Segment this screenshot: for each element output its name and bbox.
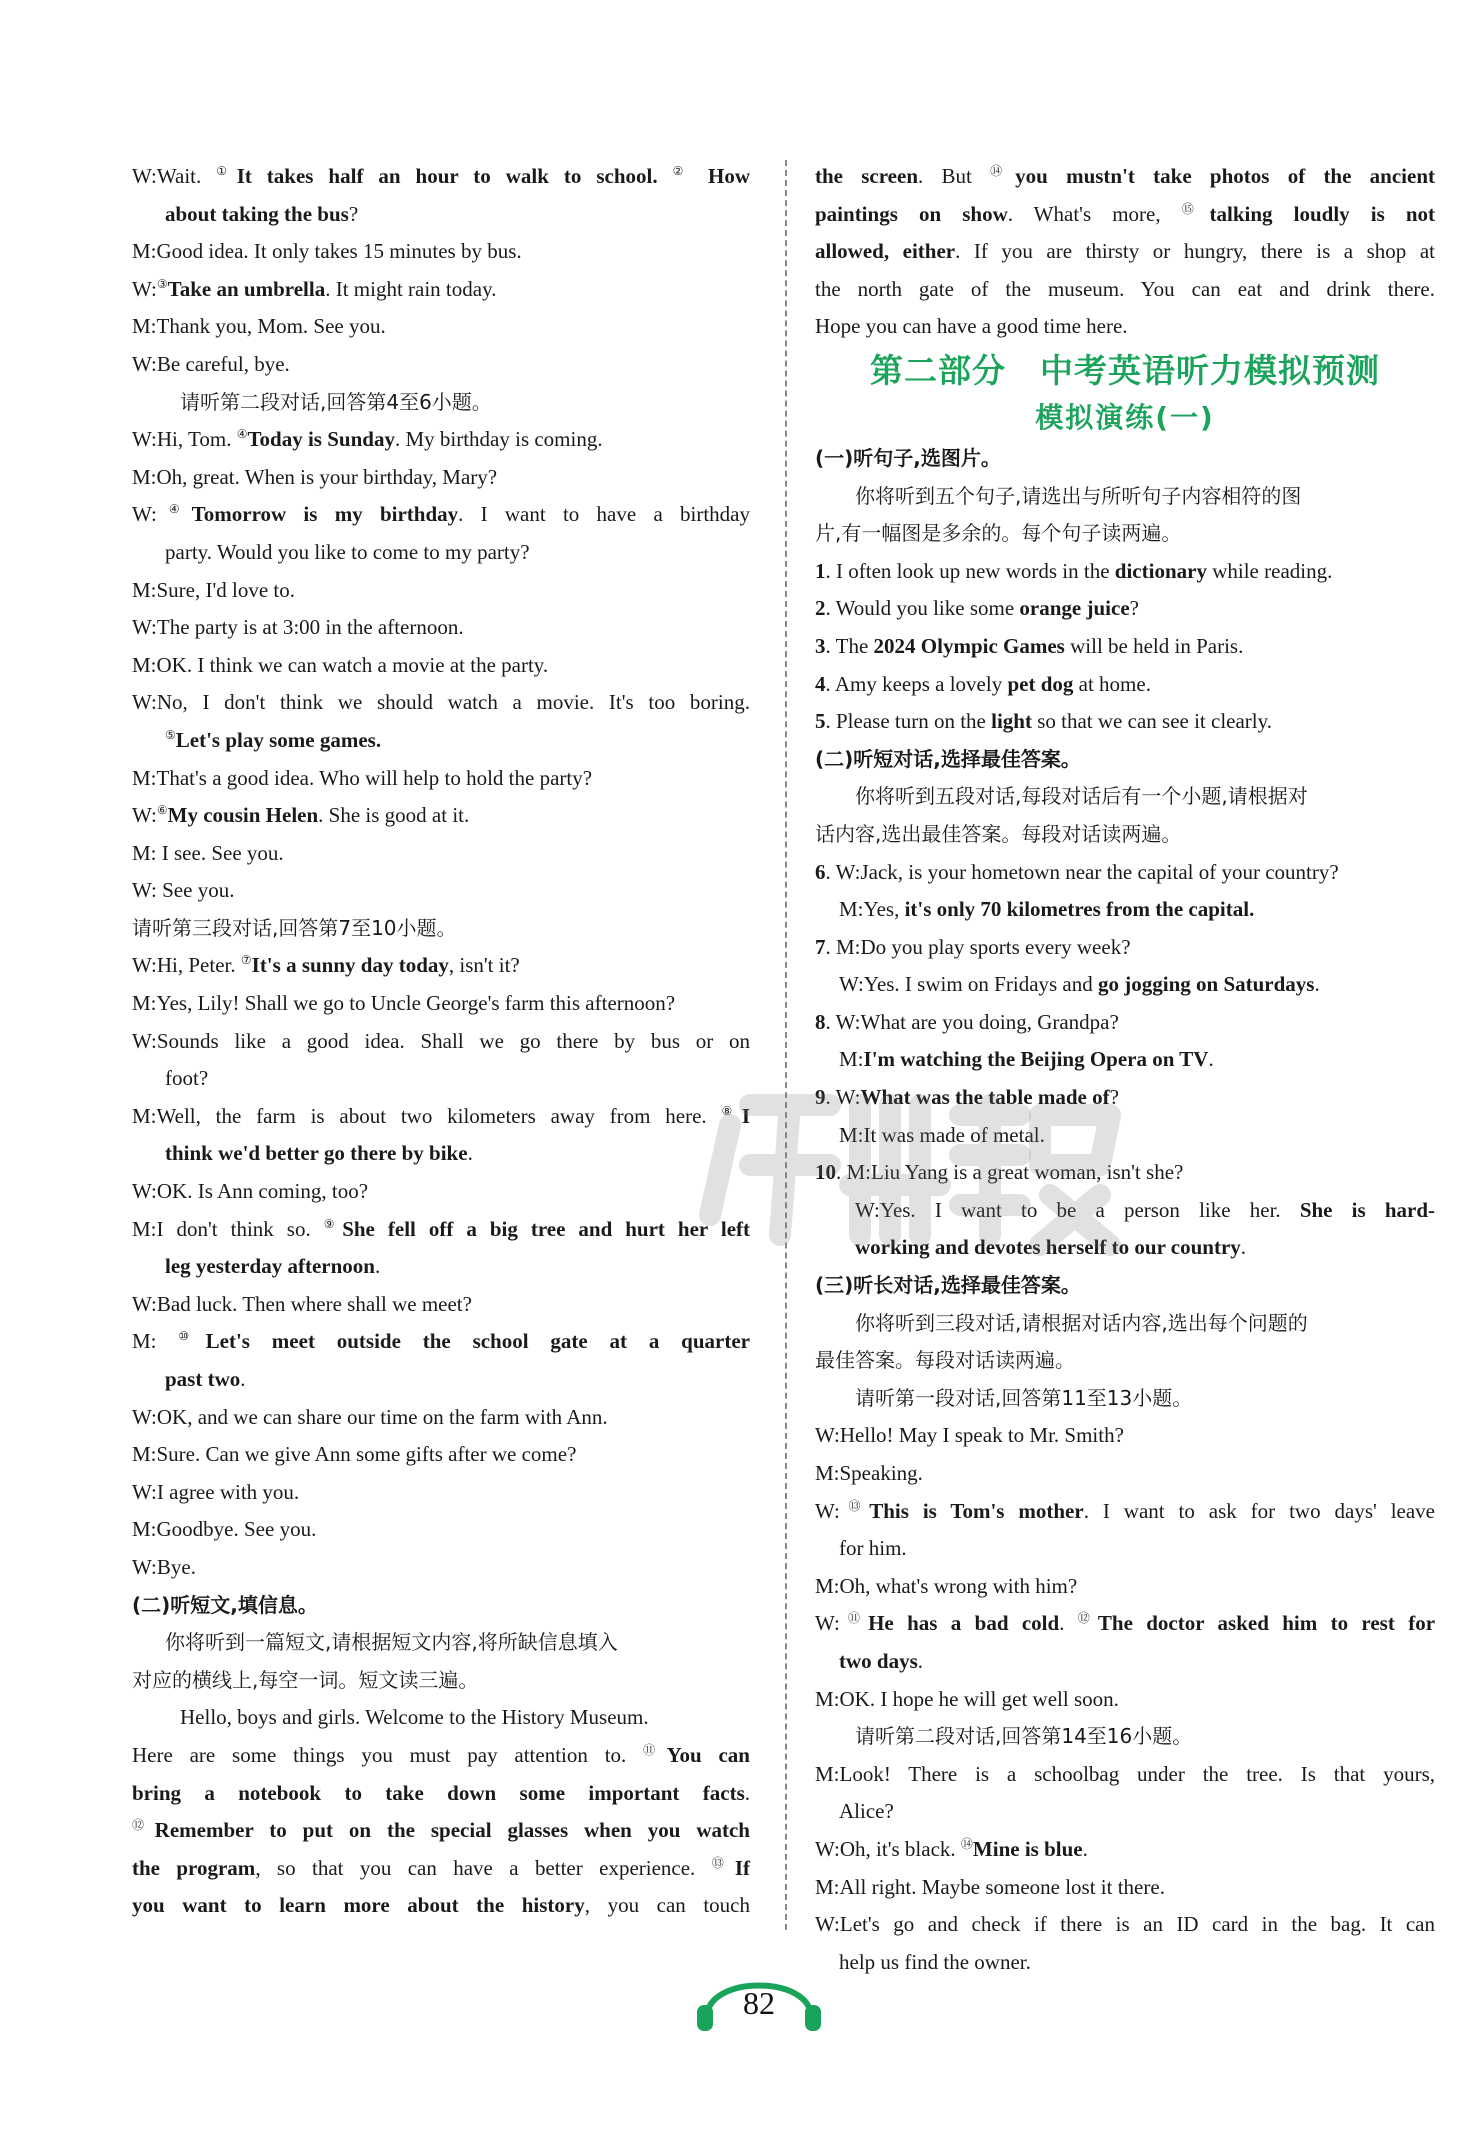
text-line: W:Be careful, bye. xyxy=(132,351,290,376)
text-line: M:Speaking. xyxy=(815,1461,923,1485)
text-line: Alice? xyxy=(839,1799,894,1824)
text-line: W:③Take an umbrella. It might rain today. xyxy=(132,276,497,301)
text-line: ⑫Remember to put on the special glasses when you watch xyxy=(132,1818,750,1843)
text-line: M:That's a good idea. Who will help to hold the party? xyxy=(132,765,593,790)
text-line: 9. W:What was the table made of? xyxy=(815,1085,1119,1110)
text-line: M: ⑩Let's meet outside the school gate at a quarter xyxy=(132,1329,750,1354)
text-line: 请听第三段对话,回答第7至10小题。 xyxy=(132,915,457,940)
text-line: 最佳答案。每段对话读两遍。 xyxy=(815,1348,1075,1373)
text-line: M:Yes, it's only 70 kilometres from the capital. xyxy=(839,897,1255,922)
text-line: working and devotes herself to our country. xyxy=(855,1235,1247,1260)
text-line: W:Hi, Peter. ⑦It's a sunny day today, isn't it? xyxy=(132,953,520,978)
text-line: you want to learn more about the history, you can touch xyxy=(132,1893,751,1918)
text-line: 片,有一幅图是多余的。每个句子读两遍。 xyxy=(815,521,1182,546)
text-line: W:OK, and we can share our time on the farm with Ann. xyxy=(132,1404,608,1429)
text-line: M:Look! There is a schoolbag under the tree. Is that yours, xyxy=(815,1761,1435,1786)
text-line: W:Sounds like a good idea. Shall we go there by bus or on xyxy=(132,1028,750,1053)
text-line: ⑤Let's play some games. xyxy=(165,727,382,752)
text-line: W:Hi, Tom. ④Today is Sunday. My birthday is coming. xyxy=(132,427,603,452)
text-line: 你将听到一篇短文,请根据短文内容,将所缺信息填入 xyxy=(165,1630,618,1655)
text-line: Hope you can have a good time here. xyxy=(815,314,1128,339)
text-line: 4. Amy keeps a lovely pet dog at home. xyxy=(815,671,1151,696)
text-line: W:The party is at 3:00 in the afternoon. xyxy=(132,615,464,640)
text-line: M:I don't think so. ⑨She fell off a big tree and hurt her left xyxy=(132,1216,750,1241)
watermark-logo xyxy=(690,1065,1130,1275)
text-line: W: See you. xyxy=(132,878,235,903)
text-line: 你将听到五个句子,请选出与所听句子内容相符的图 xyxy=(855,483,1302,508)
text-line: (二)听短对话,选择最佳答案。 xyxy=(815,746,1081,771)
text-line: M:OK. I think we can watch a movie at the party. xyxy=(132,652,549,677)
text-line: W:⑬This is Tom's mother. I want to ask for two days' leave xyxy=(815,1498,1435,1523)
text-line: M:Yes, Lily! Shall we go to Uncle George's farm this afternoon? xyxy=(132,991,676,1016)
left-column xyxy=(132,158,750,1925)
text-line: allowed, either. If you are thirsty or hungry, there is a shop at xyxy=(815,239,1435,264)
text-line: 10. M:Liu Yang is a great woman, isn't she? xyxy=(815,1160,1184,1185)
text-line: (二)听短文,填信息。 xyxy=(132,1592,318,1617)
text-line: W:Oh, it's black. ⑭Mine is blue. xyxy=(815,1836,1088,1861)
text-line: M:All right. Maybe someone lost it there. xyxy=(815,1874,1165,1899)
text-line: party. Would you like to come to my party? xyxy=(165,539,530,564)
text-line: W:Yes. I want to be a person like her. She is hard- xyxy=(855,1197,1435,1222)
text-line: M:Well, the farm is about two kilometers away from here. ⑧I xyxy=(132,1103,750,1128)
text-line: paintings on show. What's more, ⑮talking loudly is not xyxy=(815,201,1435,226)
page-number: 82 xyxy=(743,1985,775,2021)
section-subheading: 模拟演练(一) xyxy=(1035,400,1215,434)
text-line: think we'd better go there by bike. xyxy=(165,1141,473,1166)
text-line: (三)听长对话,选择最佳答案。 xyxy=(815,1273,1081,1298)
text-line: M: I see. See you. xyxy=(132,840,284,865)
text-line: 2. Would you like some orange juice? xyxy=(815,596,1139,621)
text-line: 你将听到五段对话,每段对话后有一个小题,请根据对 xyxy=(855,784,1308,809)
text-line: (一)听句子,选图片。 xyxy=(815,445,1001,470)
text-line: W:⑪He has a bad cold. ⑫The doctor asked him to rest for xyxy=(815,1611,1436,1636)
text-line: W:Bye. xyxy=(132,1554,196,1579)
text-line: M:OK. I hope he will get well soon. xyxy=(815,1686,1119,1711)
page-number-badge xyxy=(679,1955,839,2035)
text-line: 1. I often look up new words in the dictionary while reading. xyxy=(815,558,1333,583)
text-line: W:④Tomorrow is my birthday. I want to have a birthday xyxy=(132,502,751,527)
text-line: M:I'm watching the Beijing Opera on TV. xyxy=(839,1047,1214,1072)
text-line: 7. M:Do you play sports every week? xyxy=(815,934,1131,959)
text-line: W:Let's go and check if there is an ID card in the bag. It can xyxy=(815,1912,1435,1937)
text-line: M:Goodbye. See you. xyxy=(132,1517,317,1542)
text-line: W:Hello! May I speak to Mr. Smith? xyxy=(815,1423,1124,1448)
text-line: the program, so that you can have a better experience. ⑬If xyxy=(132,1855,750,1880)
text-line: the north gate of the museum. You can eat and drink there. xyxy=(815,276,1435,301)
text-line: W:Bad luck. Then where shall we meet? xyxy=(132,1291,472,1316)
text-line: M:Oh, what's wrong with him? xyxy=(815,1573,1078,1598)
text-line: Hello, boys and girls. Welcome to the History Museum. xyxy=(180,1705,649,1730)
text-line: 5. Please turn on the light so that we can see it clearly. xyxy=(815,709,1273,734)
text-line: about taking the bus? xyxy=(165,201,359,226)
text-line: W:OK. Is Ann coming, too? xyxy=(132,1179,369,1204)
text-line: 6. W:Jack, is your hometown near the capital of your country? xyxy=(815,859,1339,884)
text-line: 对应的横线上,每空一词。短文读三遍。 xyxy=(132,1667,479,1692)
text-line: foot? xyxy=(165,1066,209,1091)
text-line: W:Yes. I swim on Fridays and go jogging on Saturdays. xyxy=(839,972,1320,997)
text-line: help us find the owner. xyxy=(839,1949,1031,1974)
text-line: 请听第一段对话,回答第11至13小题。 xyxy=(855,1385,1193,1410)
text-line: 话内容,选出最佳答案。每段对话读两遍。 xyxy=(815,821,1182,846)
text-line: M:Sure, I'd love to. xyxy=(132,577,296,602)
text-line: bring a notebook to take down some important facts. xyxy=(132,1780,750,1805)
text-line: M:Oh, great. When is your birthday, Mary? xyxy=(132,464,498,489)
text-line: W:⑥My cousin Helen. She is good at it. xyxy=(132,803,470,828)
text-line: two days. xyxy=(839,1648,924,1673)
text-line: W:Wait. ①It takes half an hour to walk to school. ② How xyxy=(132,164,750,188)
text-line: Here are some things you must pay attention to. ⑪You can xyxy=(132,1742,750,1767)
text-line: 你将听到三段对话,请根据对话内容,选出每个问题的 xyxy=(855,1310,1308,1335)
text-line: M:Thank you, Mom. See you. xyxy=(132,314,386,339)
part-heading: 第二部分 中考英语听力模拟预测 xyxy=(870,350,1380,390)
text-line: 3. The 2024 Olympic Games will be held in Paris. xyxy=(815,633,1244,658)
text-line: past two. xyxy=(165,1367,246,1391)
text-line: M:It was made of metal. xyxy=(839,1122,1045,1147)
text-line: leg yesterday afternoon. xyxy=(165,1254,381,1279)
text-line: 请听第二段对话,回答第14至16小题。 xyxy=(855,1724,1193,1749)
text-line: the screen. But ⑭you mustn't take photos of the ancient xyxy=(815,164,1436,188)
text-line: W:No, I don't think we should watch a movie. It's too boring. xyxy=(132,690,750,715)
text-line: M:Sure. Can we give Ann some gifts after we come? xyxy=(132,1442,577,1467)
text-line: 请听第二段对话,回答第4至6小题。 xyxy=(180,389,492,414)
column-divider xyxy=(785,160,787,1930)
text-line: M:Good idea. It only takes 15 minutes by bus. xyxy=(132,239,522,264)
text-line: W:I agree with you. xyxy=(132,1479,300,1504)
text-line: for him. xyxy=(839,1536,907,1561)
text-line: 8. W:What are you doing, Grandpa? xyxy=(815,1009,1119,1034)
